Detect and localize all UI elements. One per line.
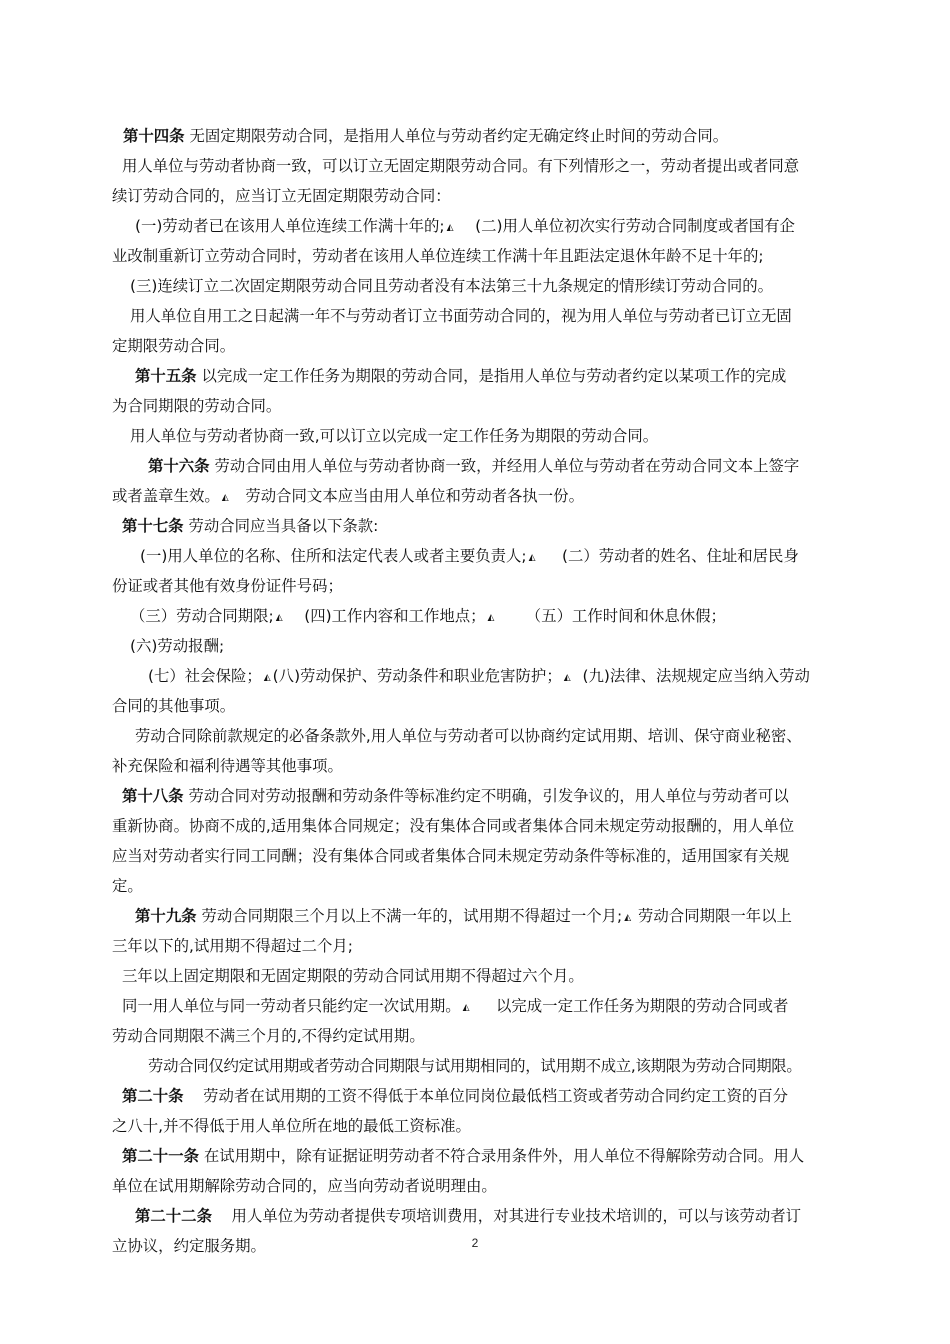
article-22-title: 第二十二条 <box>135 1207 212 1225</box>
article-17-text: 劳动合同应当具备以下条款: <box>183 517 379 535</box>
article-17-item-8: (八)劳动保护、劳动条件和职业危害防护； <box>272 667 562 685</box>
article-15-title: 第十五条 <box>135 367 197 385</box>
article-18-line-3: 应当对劳动者实行同工同酬；没有集体合同或者集体合同未规定劳动条件等标准的，适用国家有关规 <box>112 847 790 865</box>
article-17-item-5: （五）工作时间和休息休假； <box>525 607 726 625</box>
article-14-para-2-line-2: 定期限劳动合同。 <box>112 337 236 355</box>
article-14-line-1 <box>123 124 728 148</box>
article-21-line-2: 单位在试用期解除劳动合同的，应当向劳动者说明理由。 <box>112 1177 497 1195</box>
article-14-text: 无固定期限劳动合同，是指用人单位与劳动者约定无确定终止时间的劳动合同。 <box>184 127 729 145</box>
article-17-title: 第十七条 <box>122 517 184 535</box>
article-15-line-2: 为合同期限的劳动合同。 <box>112 397 282 415</box>
article-19-para-2-line-2: 劳动合同期限不满三个月的,不得约定试用期。 <box>112 1027 425 1045</box>
article-17-items-line-5 <box>148 664 810 688</box>
article-20-line-2: 之八十,并不得低于用人单位所在地的最低工资标准。 <box>112 1117 471 1135</box>
article-14-item-3: (三)连续订立二次固定期限劳动合同且劳动者没有本法第三十九条规定的情形续订劳动合同的。 <box>130 277 774 295</box>
article-17-item-9: (九)法律、法规规定应当纳入劳动 <box>582 667 810 685</box>
paragraph-mark-icon: ◭ <box>487 613 495 623</box>
article-22-line-2: 立协议，约定服务期。 <box>112 1237 266 1255</box>
article-15-line-1 <box>135 364 786 388</box>
article-22-line-1 <box>135 1204 801 1228</box>
article-20-title: 第二十条 <box>122 1087 184 1105</box>
article-16-text: 劳动合同由用人单位与劳动者协商一致，并经用人单位与劳动者在劳动合同文本上签字 <box>209 457 800 475</box>
article-20-line-1 <box>122 1084 788 1108</box>
article-17-line-1 <box>122 514 378 538</box>
page-number: 2 <box>471 1236 479 1250</box>
article-16-text-2a: 或者盖章生效。 <box>112 487 220 505</box>
article-19-para-2-text-2: 以完成一定工作任务为期限的劳动合同或者 <box>496 997 789 1015</box>
article-19-line-2: 三年以下的,试用期不得超过二个月; <box>112 937 353 955</box>
article-14-para-1-line-2: 续订劳动合同的，应当订立无固定期限劳动合同： <box>112 187 451 205</box>
article-21-line-1 <box>122 1144 804 1168</box>
article-17-item-3: （三）劳动合同期限; <box>130 607 274 625</box>
article-19-text-2: 劳动合同期限一年以上 <box>638 907 792 925</box>
paragraph-mark-icon: ◭ <box>462 1003 470 1013</box>
article-14-title: 第十四条 <box>123 127 185 145</box>
article-19-para-2-line-1 <box>122 994 788 1018</box>
article-20-text: 劳动者在试用期的工资不得低于本单位同岗位最低档工资或者劳动合同约定工资的百分 <box>203 1087 789 1105</box>
article-21-title: 第二十一条 <box>122 1147 199 1165</box>
article-17-item-2: (二）劳动者的姓名、住址和居民身 <box>561 547 799 565</box>
article-21-text: 在试用期中，除有证据证明劳动者不符合录用条件外，用人单位不得解除劳动合同。用人 <box>198 1147 805 1165</box>
paragraph-mark-icon: ◭ <box>446 223 454 233</box>
article-17-item-7: (七）社会保险； <box>148 667 262 685</box>
article-15-text: 以完成一定工作任务为期限的劳动合同，是指用人单位与劳动者约定以某项工作的完成 <box>196 367 787 385</box>
article-17-item-2-cont: 份证或者其他有效身份证件号码； <box>112 577 343 595</box>
article-17-item-4: (四)工作内容和工作地点； <box>304 607 486 625</box>
article-14-item-2-cont: 业改制重新订立劳动合同时，劳动者在该用人单位连续工作满十年且距法定退休年龄不足十年的; <box>112 247 764 265</box>
article-18-line-2: 重新协商。协商不成的,适用集体合同规定；没有集体合同或者集体合同未规定劳动报酬的，用人单位 <box>112 817 795 835</box>
article-16-line-1 <box>148 454 799 478</box>
article-19-text-1: 劳动合同期限三个月以上不满一年的，试用期不得超过一个月; <box>196 907 623 925</box>
article-14-para-2-line-1: 用人单位自用工之日起满一年不与劳动者订立书面劳动合同的，视为用人单位与劳动者已订立无固 <box>130 307 792 325</box>
article-17-para-1-line-2: 补充保险和福利待遇等其他事项。 <box>112 757 343 775</box>
article-17-items-line-3 <box>130 604 726 628</box>
paragraph-mark-icon: ◭ <box>563 673 571 683</box>
article-17-item-9-cont: 合同的其他事项。 <box>112 697 236 715</box>
article-17-item-6: (六)劳动报酬; <box>130 637 225 655</box>
article-19-para-1: 三年以上固定期限和无固定期限的劳动合同试用期不得超过六个月。 <box>122 967 584 985</box>
article-17-items-line-1 <box>140 544 799 568</box>
paragraph-mark-icon: ◭ <box>528 553 536 563</box>
article-16-title: 第十六条 <box>148 457 210 475</box>
article-16-text-2b: 劳动合同文本应当由用人单位和劳动者各执一份。 <box>245 487 584 505</box>
article-14-items-line-1 <box>135 214 795 238</box>
article-22-text: 用人单位为劳动者提供专项培训费用，对其进行专业技术培训的，可以与该劳动者订 <box>231 1207 802 1225</box>
article-19-para-2-text-1: 同一用人单位与同一劳动者只能约定一次试用期。 <box>122 997 461 1015</box>
article-18-line-1 <box>122 784 789 808</box>
article-19-title: 第十九条 <box>135 907 197 925</box>
article-16-line-2 <box>112 484 584 508</box>
paragraph-mark-icon: ◭ <box>221 493 229 503</box>
paragraph-mark-icon: ◭ <box>275 613 283 623</box>
article-14-item-1: (一)劳动者已在该用人单位连续工作满十年的; <box>135 217 445 235</box>
article-17-item-1: (一)用人单位的名称、住所和法定代表人或者主要负责人; <box>140 547 527 565</box>
article-18-line-4: 定。 <box>112 877 143 895</box>
article-14-item-2: (二)用人单位初次实行劳动合同制度或者国有企 <box>475 217 795 235</box>
article-14-para-1-line-1: 用人单位与劳动者协商一致，可以订立无固定期限劳动合同。有下列情形之一，劳动者提出或者同意 <box>122 157 800 175</box>
paragraph-mark-icon: ◭ <box>263 673 271 683</box>
article-19-line-1 <box>135 904 792 928</box>
article-17-para-1-line-1: 劳动合同除前款规定的必备条款外,用人单位与劳动者可以协商约定试用期、培训、保守商业秘密、 <box>135 727 802 745</box>
article-15-para-1: 用人单位与劳动者协商一致,可以订立以完成一定工作任务为期限的劳动合同。 <box>130 427 659 445</box>
article-19-para-3: 劳动合同仅约定试用期或者劳动合同期限与试用期相同的，试用期不成立,该期限为劳动合同期限。 <box>148 1057 802 1075</box>
article-18-text: 劳动合同对劳动报酬和劳动条件等标准约定不明确，引发争议的，用人单位与劳动者可以 <box>183 787 789 805</box>
paragraph-mark-icon: ◭ <box>624 913 632 923</box>
article-18-title: 第十八条 <box>122 787 184 805</box>
